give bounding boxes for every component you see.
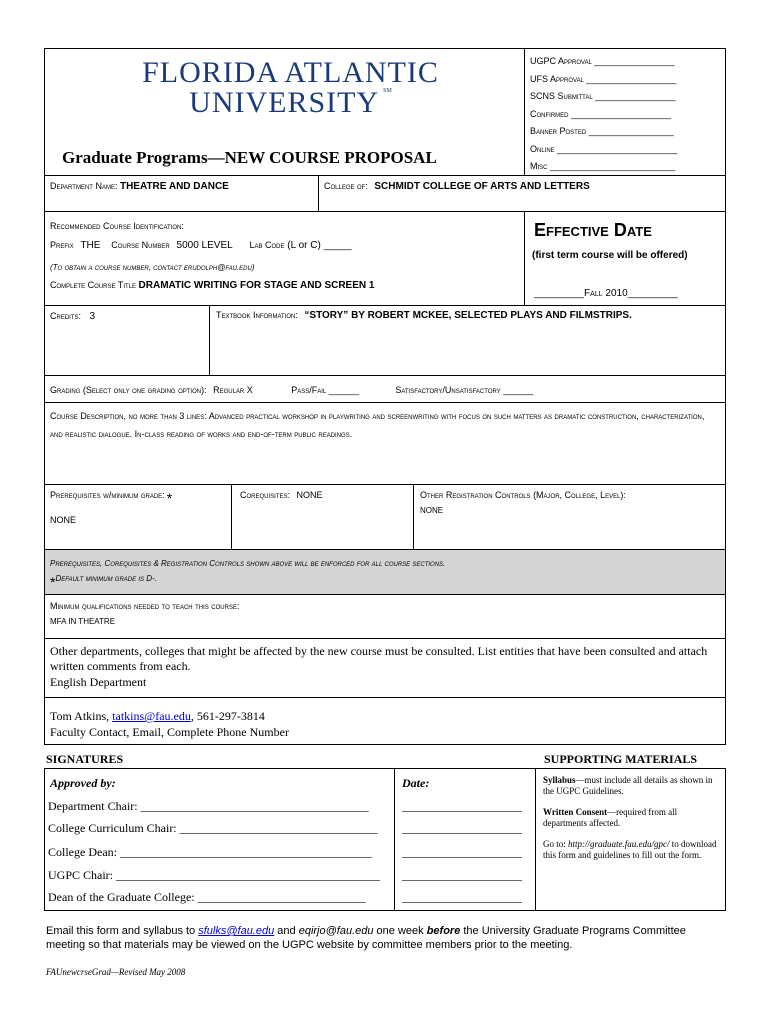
college-value: SCHMIDT COLLEGE OF ARTS AND LETTERS	[374, 181, 590, 192]
prereq-field	[50, 490, 172, 506]
credits-label: Credits:	[50, 311, 82, 321]
course-id-row	[50, 240, 351, 251]
department-field	[50, 181, 229, 192]
contact-caption: Faculty Contact, Email, Complete Phone Number	[50, 725, 289, 739]
sig-department-chair[interactable]: Department Chair: ______________________________________	[48, 799, 369, 813]
college-label: College of:	[324, 181, 368, 191]
footer-email-note	[46, 924, 726, 952]
course-number-note: (To obtain a course number, contact erudolph@fau.edu)	[50, 263, 255, 272]
approval-online: Online ________________________	[530, 143, 678, 154]
email-link-1[interactable]: sfulks@fau.edu	[198, 925, 275, 937]
coreq-value: NONE	[296, 490, 323, 500]
department-label: Department Name:	[50, 181, 118, 191]
approval-scns: SCNS Submittal ________________	[530, 91, 676, 101]
other-controls-label: Other Registration Controls (Major, College, Level):	[420, 490, 626, 500]
course-title-value: DRAMATIC WRITING FOR STAGE AND SCREEN 1	[138, 280, 375, 291]
date-line-3[interactable]: ____________________	[402, 845, 522, 859]
goto-pre: Go to:	[543, 839, 569, 849]
approved-by-label: Approved by:	[50, 776, 116, 790]
approval-ufs: UFS Approval __________________	[530, 73, 677, 84]
grading-regular: Regular X	[213, 385, 253, 395]
lab-code-value: (L or C) _____	[287, 240, 352, 251]
prefix-label: Prefix	[50, 240, 74, 250]
signatures-heading: SIGNATURES	[46, 752, 124, 766]
course-id-heading: Recommended Course Identification:	[50, 221, 184, 231]
email-mid2: one week	[373, 925, 427, 937]
email-link-2[interactable]: eqirjo@fau.edu	[298, 925, 374, 937]
credits-field	[50, 311, 95, 322]
goto-url[interactable]: http://graduate.fau.edu/gpc/	[568, 839, 670, 849]
contact-name: Tom Atkins,	[50, 709, 110, 723]
email-before: before	[426, 925, 461, 937]
sig-college-curriculum-chair[interactable]: College Curriculum Chair: _________________________________	[48, 821, 378, 835]
enforced-note: Prerequisites, Corequisites & Registration Controls shown above will be enforced for all course sections.	[50, 559, 446, 568]
lab-code-label: Lab Code	[249, 240, 285, 250]
date-line-5[interactable]: ____________________	[402, 890, 522, 904]
email-mid: and	[274, 925, 299, 937]
prereq-label: Prerequisites w/minimum grade:	[50, 490, 165, 500]
textbook-label: Textbook Information:	[216, 310, 298, 320]
course-number-label: Course Number	[111, 240, 170, 250]
prereq-value: NONE	[50, 515, 77, 525]
default-grade-star: *	[50, 574, 56, 590]
textbook-value: “STORY” BY ROBERT MCKEE, SELECTED PLAYS AND FILMSTRIPS.	[304, 310, 632, 321]
coreq-label: Corequisites:	[240, 490, 291, 500]
grading-label: Grading (Select only one grading option):	[50, 385, 207, 395]
date-line-1[interactable]: ____________________	[402, 799, 522, 813]
consent-text: —required from all departments affected.	[543, 807, 678, 828]
logo	[118, 58, 463, 122]
prereq-star: *	[166, 490, 173, 506]
date-label: Date:	[402, 776, 430, 790]
coreq-field	[240, 490, 323, 500]
logo-trademark: SM	[383, 88, 392, 94]
effective-date-heading: Effective Date	[534, 220, 652, 240]
effective-date-term: _________Fall 2010_________	[534, 288, 678, 299]
affected-value: English Department	[50, 675, 147, 689]
consent-label: Written Consent	[543, 807, 608, 817]
course-title-row	[50, 280, 374, 291]
qualifications-label: Minimum qualifications needed to teach this course:	[50, 601, 240, 611]
supporting-consent	[543, 807, 719, 829]
goto-post: to download this form and guidelines to fill out the form.	[543, 839, 717, 860]
department-value: THEATRE AND DANCE	[119, 181, 229, 192]
email-pre: Email this form and syllabus to	[46, 925, 199, 937]
supporting-heading: SUPPORTING MATERIALS	[544, 752, 698, 766]
prefix-value: THE	[80, 240, 101, 251]
course-description: Course Description, no more than 3 lines: Advanced practical workshop in playwriting and screenwriting with focus on such matters as dramatic construction, characterization, and realistic dialogue. In-class reading of works and end-of-term public readings.	[50, 411, 705, 439]
approval-misc: Misc _________________________	[530, 161, 676, 171]
other-controls-value: NONE	[420, 506, 444, 515]
credits-value: 3	[89, 311, 96, 322]
qualifications-value: MFA IN THEATRE	[50, 617, 116, 626]
college-field	[324, 181, 590, 192]
date-line-4[interactable]: ____________________	[402, 868, 522, 882]
grading-passfail: Pass/Fail ______	[291, 385, 359, 395]
textbook-field	[216, 310, 632, 321]
email-post: the University Graduate Programs Committee meeting so that materials may be viewed on the UGPC website by committee members prior to the meeting.	[46, 925, 686, 951]
approval-ugpc: UGPC Approval ________________	[530, 56, 675, 66]
grading-row	[50, 385, 533, 395]
sig-graduate-dean[interactable]: Dean of the Graduate College: ____________________________	[48, 890, 366, 904]
syllabus-label: Syllabus	[543, 775, 576, 785]
form-title: Graduate Programs—NEW COURSE PROPOSAL	[62, 148, 437, 167]
affected-text: Other departments, colleges that might be affected by the new course must be consulted. List entities that have been consulted and attach written comments from each.	[50, 644, 708, 673]
supporting-syllabus	[543, 775, 719, 797]
grading-satisfactory: Satisfactory/Unsatisfactory ______	[395, 385, 534, 395]
sig-college-dean[interactable]: College Dean: __________________________________________	[48, 845, 372, 859]
sig-ugpc-chair[interactable]: UGPC Chair: ____________________________________________	[48, 868, 381, 882]
logo-line1: FLORIDA ATLANTIC	[142, 56, 439, 89]
supporting-goto	[543, 839, 719, 861]
approval-banner: Banner Posted _________________	[530, 126, 674, 136]
contact-email[interactable]: tatkins@fau.edu	[112, 709, 191, 723]
effective-date-sub: (first term course will be offered)	[532, 250, 688, 261]
syllabus-text: —must include all details as shown in the UGPC Guidelines.	[543, 775, 713, 796]
default-grade-row	[50, 574, 157, 590]
course-title-label: Complete Course Title	[50, 280, 137, 290]
approval-list	[530, 53, 677, 176]
approval-confirmed: Confirmed ____________________	[530, 108, 672, 119]
default-grade: Default minimum grade is D-.	[55, 574, 157, 583]
course-number-value: 5000 LEVEL	[176, 240, 233, 251]
logo-line2: UNIVERSITY	[189, 86, 380, 119]
revision-note: FAUnewcrseGrad—Revised May 2008	[46, 967, 186, 977]
contact-line	[50, 709, 265, 724]
contact-phone: , 561-297-3814	[190, 709, 265, 723]
date-line-2[interactable]: ____________________	[402, 821, 522, 835]
